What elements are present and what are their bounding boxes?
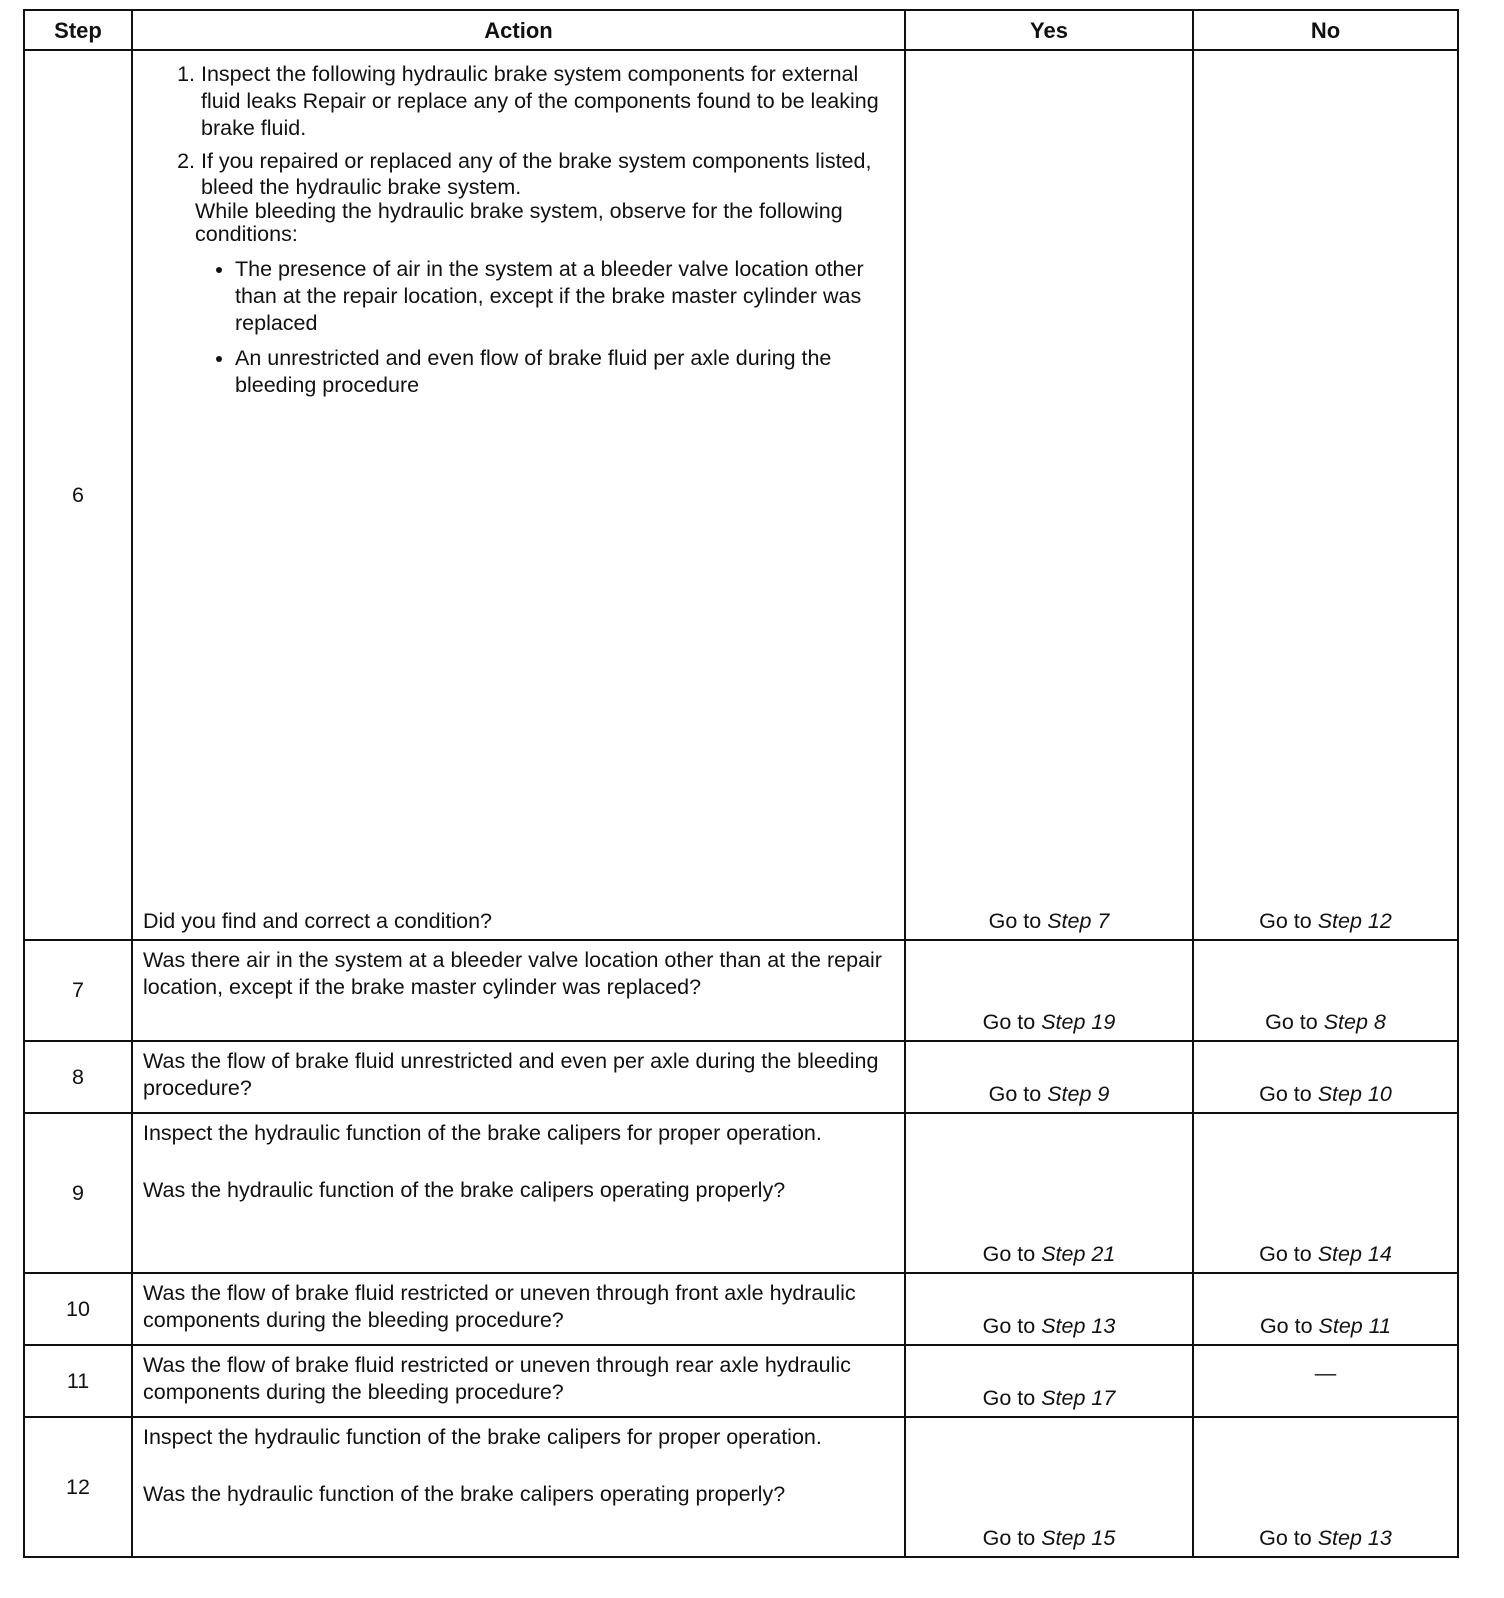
action-cell — [132, 1417, 905, 1557]
table-row — [24, 1417, 1458, 1557]
action-cell — [132, 1113, 905, 1273]
header-action: Action — [132, 10, 905, 50]
question-text: Was there air in the system at a bleeder valve location other than at the repair location, except if the brake master cylinder was replaced? — [132, 940, 905, 1041]
step-number: 8 — [24, 1041, 132, 1113]
table-row — [24, 940, 1458, 1041]
table-row — [24, 1273, 1458, 1345]
header-yes: Yes — [905, 10, 1193, 50]
header-step: Step — [24, 10, 132, 50]
no-cell: Go to Step 14 — [1193, 1113, 1458, 1273]
bullet-item: • The presence of air in the system at a bleeder valve location other than at the repair location, except if the brake master cylinder was replaced — [235, 256, 894, 337]
action-cell — [132, 50, 905, 940]
yes-cell: Go to Step 7 — [905, 50, 1193, 940]
table-row — [24, 1113, 1458, 1273]
yes-cell: Go to Step 19 — [905, 940, 1193, 1041]
no-cell: Go to Step 8 — [1193, 940, 1458, 1041]
no-cell: Go to Step 12 — [1193, 50, 1458, 940]
question-text: Was the hydraulic function of the brake calipers operating properly? — [143, 1482, 786, 1506]
instruction-text: Inspect the hydraulic function of the brake calipers for proper operation. — [143, 1121, 822, 1145]
step-number: 12 — [24, 1417, 132, 1557]
question-text: Was the flow of brake fluid unrestricted and even per axle during the bleeding procedure? — [132, 1041, 905, 1113]
yes-cell: Go to Step 13 — [905, 1273, 1193, 1345]
question-text: Was the flow of brake fluid restricted or uneven through rear axle hydraulic components during the bleeding procedure? — [132, 1345, 905, 1417]
instruction-text: Inspect the hydraulic function of the brake calipers for proper operation. — [143, 1425, 822, 1449]
action-subtext: While bleeding the hydraulic brake system, observe for the following conditions: — [195, 199, 843, 246]
yes-cell: Go to Step 9 — [905, 1041, 1193, 1113]
question-text: Was the flow of brake fluid restricted or uneven through front axle hydraulic components during the bleeding procedure? — [132, 1273, 905, 1345]
table-row — [24, 50, 1458, 940]
table-row — [24, 1345, 1458, 1417]
bullet-item: • An unrestricted and even flow of brake fluid per axle during the bleeding procedure — [235, 345, 894, 399]
no-cell: Go to Step 10 — [1193, 1041, 1458, 1113]
header-row — [24, 10, 1458, 50]
no-cell: Go to Step 11 — [1193, 1273, 1458, 1345]
header-no: No — [1193, 10, 1458, 50]
action-item: 2. If you repaired or replaced any of the brake system components listed, bleed the hydraulic brake system. While bleeding the hydraulic brake system, observe for the following conditions: — [201, 148, 894, 246]
yes-step-link: Step 7 — [1047, 909, 1110, 933]
step-number: 7 — [24, 940, 132, 1041]
table-row — [24, 1041, 1458, 1113]
yes-cell: Go to Step 17 — [905, 1345, 1193, 1417]
step-number: 6 — [24, 50, 132, 940]
yes-cell: Go to Step 15 — [905, 1417, 1193, 1557]
step-number: 10 — [24, 1273, 132, 1345]
no-cell: — — [1193, 1345, 1458, 1417]
yes-cell: Go to Step 21 — [905, 1113, 1193, 1273]
step-number: 9 — [24, 1113, 132, 1273]
no-cell: Go to Step 13 — [1193, 1417, 1458, 1557]
question-text: Was the hydraulic function of the brake calipers operating properly? — [143, 1178, 786, 1202]
diagnostic-table — [23, 9, 1459, 1558]
no-step-link: Step 12 — [1317, 909, 1392, 933]
step-number: 11 — [24, 1345, 132, 1417]
action-item: 1. Inspect the following hydraulic brake system components for external fluid leaks Repair or replace any of the components found to be leaking brake fluid. — [201, 61, 894, 142]
question-text: Did you find and correct a condition? — [143, 909, 492, 933]
